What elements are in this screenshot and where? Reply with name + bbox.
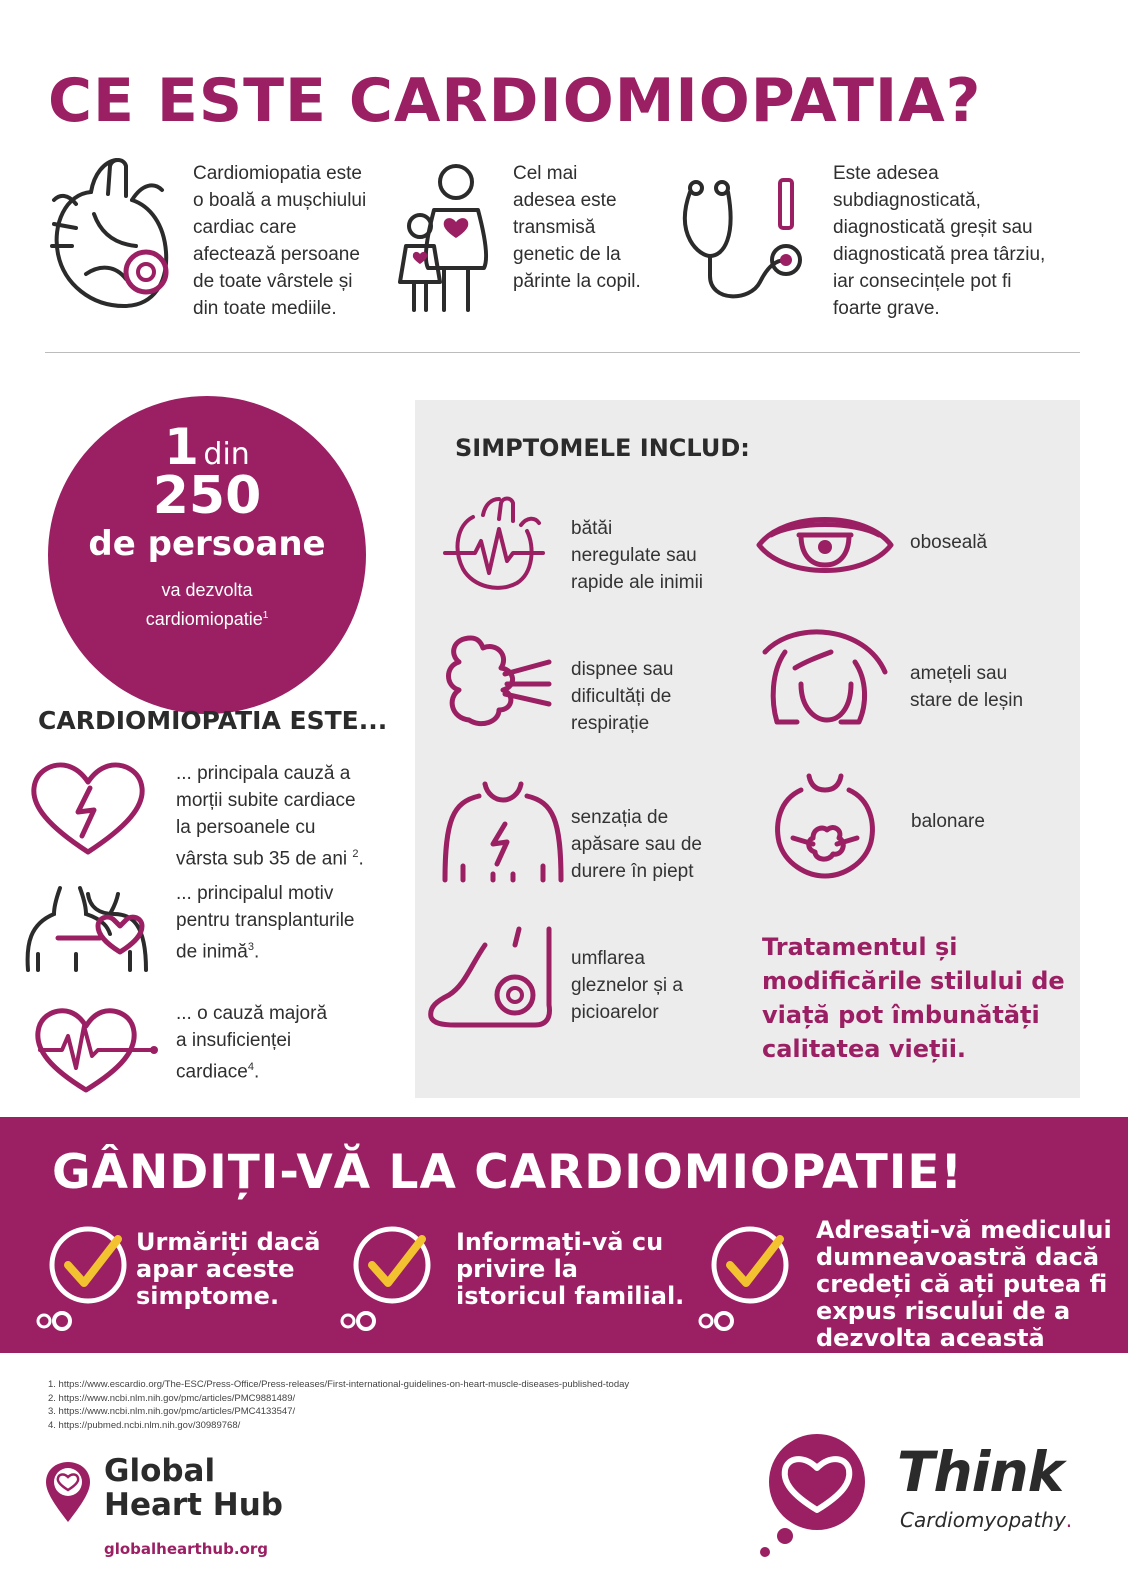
intro-row [0, 160, 1128, 330]
heart-transplant-icon [24, 884, 154, 974]
heart-failure-icon [32, 1006, 162, 1096]
think-word: Think [897, 1440, 1064, 1504]
swollen-ankle-icon [425, 925, 565, 1035]
stethoscope-alert-icon [680, 176, 820, 306]
page-title: CE ESTE CARDIOMIOPATIA? [48, 66, 982, 136]
reference-item: 1. https://www.escardio.org/The-ESC/Press-Office/Press-releases/First-international-guidelines-on-heart-muscle-diseases-published-today [48, 1379, 630, 1390]
stat-caption: va dezvolta cardiomiopatie$^1$ [145, 580, 269, 629]
cm-item-transplant: ... principalul motiv pentru transplanturile de inimă$^3$. [28, 880, 388, 980]
banner-heading: GÂNDIȚI-VĂ LA CARDIOMIOPATIE! [52, 1145, 963, 1200]
ghh-name-line1: Global [104, 1453, 216, 1489]
ghh-name-line2: Heart Hub [104, 1487, 283, 1523]
tired-eye-icon [755, 505, 895, 585]
location-heart-icon [44, 1460, 92, 1524]
check-bubble-icon [698, 1225, 794, 1335]
stat-number-250: 250 [152, 466, 262, 526]
think-sub: Cardiomyopathy [900, 1508, 1066, 1532]
check-bubble-icon [340, 1225, 436, 1335]
call-to-action-banner: GÂNDIȚI-VĂ LA CARDIOMIOPATIE! Urmăriți dacă apar aceste simptome. Informați-vă cu privire la istoricul familial. Adresați-vă medicului dumneavoastră dacă credeți că ați putea fi expus riscului de a dezvolta această [0, 1117, 1128, 1353]
stat-unit: de persoane [88, 524, 326, 564]
cardiomiopatia-este-heading: CARDIOMIOPATIA ESTE... [38, 706, 388, 735]
stat-din: din [203, 437, 250, 472]
intro-text-1: Cardiomiopatia este o boală a mușchiului cardiac care afectează persoane de toate vârstele și din toate mediile. [193, 163, 367, 319]
stat-circle [48, 396, 366, 714]
reference-item: 4. https://pubmed.ncbi.nlm.nih.gov/30989768/ [48, 1419, 241, 1431]
section-divider [45, 352, 1080, 353]
check-bubble-icon [36, 1225, 132, 1335]
broken-heart-icon [28, 760, 148, 860]
heart-anatomy-icon [46, 154, 176, 314]
dizzy-head-icon [755, 622, 895, 732]
think-dot: . [1065, 1508, 1073, 1532]
chest-pain-icon [439, 780, 569, 890]
heart-arrhythmia-icon [443, 495, 553, 595]
cm-item-heart-failure: ... o cauză majoră a insuficienței cardiace$^4$. [28, 1000, 388, 1100]
heart-bubble-icon [755, 1430, 885, 1560]
reference-item: 2. https://www.ncbi.nlm.nih.gov/pmc/articles/PMC9881489/ [48, 1392, 296, 1404]
parent-child-icon [396, 160, 496, 320]
symptoms-panel: SIMPTOMELE INCLUD: bătăi neregulate sau rapide ale inimii oboseală dispnee sau dificultăți de respirație amețeli sau stare de leșin senzația de apăsare sau de durere în piept balonare umflarea gleznelor și a picioarelor Tratamentul și modificările stilului de viață pot îmbunătăți calitatea vieții. [415, 400, 1080, 1098]
stat-number-1: 1 [164, 418, 199, 476]
intro-text-2: Cel mai adesea este transmisă genetic de la părinte la copil. [513, 163, 641, 292]
intro-text-3: Este adesea subdiagnosticată, diagnosticată greșit sau diagnosticată prea târziu, iar consecințele pot fi foarte grave. [833, 163, 1046, 319]
bloating-icon [765, 772, 885, 882]
ghh-url: globalhearthub.org [104, 1540, 268, 1558]
references-list [48, 1378, 629, 1432]
symptoms-heading: SIMPTOMELE INCLUD: [455, 434, 750, 462]
cm-item-sudden-death: ... principala cauză a morții subite cardiace la persoanele cu vârsta sub 35 de ani $^2$. [28, 760, 388, 870]
breath-icon [443, 632, 553, 732]
treatment-message: Tratamentul și modificările stilului de viață pot îmbunătăți calitatea vieții. [762, 933, 1065, 1063]
reference-item: 3. https://www.ncbi.nlm.nih.gov/pmc/articles/PMC4133547/ [48, 1406, 296, 1417]
think-cardiomyopathy-logo [755, 1430, 1095, 1560]
